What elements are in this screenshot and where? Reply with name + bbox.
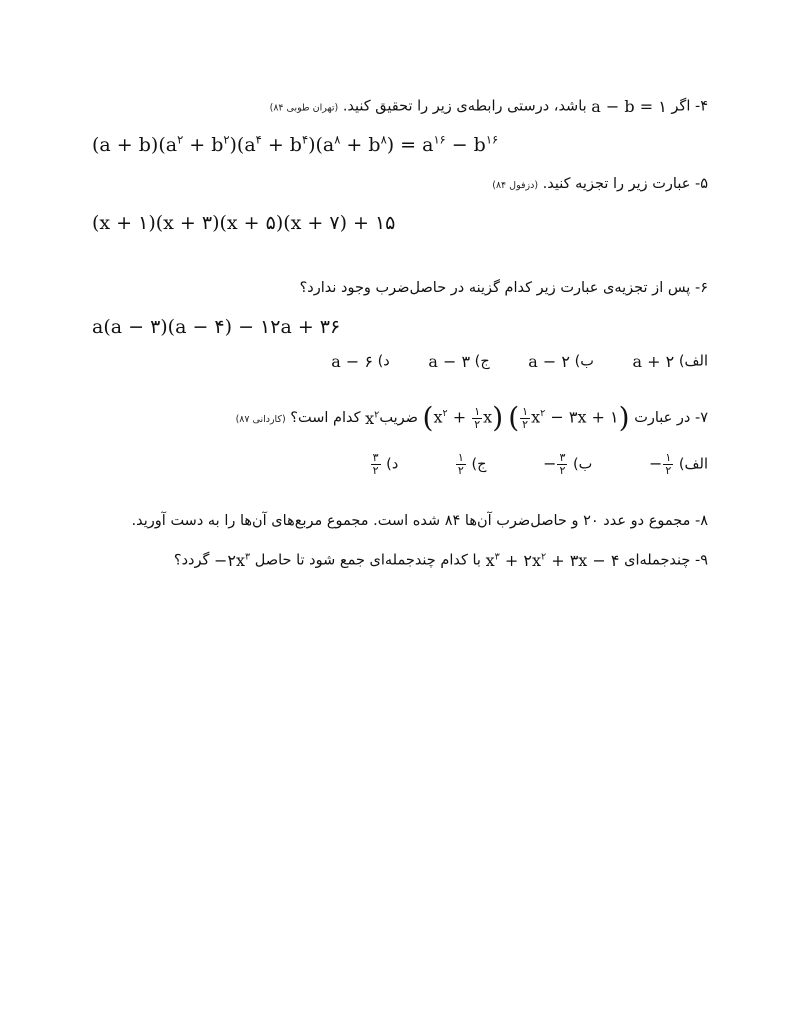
q4-factor-3: $(a^۴ + b^۴)$ xyxy=(236,132,316,156)
q9-line xyxy=(174,551,708,570)
q4-text: باشد، درستی رابطه‌ی زیر را تحقیق کنید. xyxy=(342,98,587,115)
q6-option-1: الف) a + ۲ xyxy=(632,352,708,371)
q7-line xyxy=(235,401,708,434)
q5-expression: (x + ۱)(x + ۳)(x + ۵)(x + ۷) + ۱۵ xyxy=(92,212,396,234)
q7-coefficient-term: $x^۲$ xyxy=(365,408,380,428)
q4-source: (تهران طوبی ۸۴) xyxy=(269,102,339,114)
q5-source: (دزفول ۸۴) xyxy=(492,180,539,191)
q7-option-3: ج) $\frac{۱}{۲}$ xyxy=(457,451,487,477)
q6-option-3: ج) a − ۳ xyxy=(428,352,490,371)
q4-line xyxy=(270,97,708,116)
q6-expression: a(a − ۳)(a − ۴) − ۱۲a + ۳۶ xyxy=(92,316,341,338)
q4-condition: a − b = ۱ xyxy=(591,97,667,116)
q7-option-1: الف) − $\frac{۱}{۲}$ xyxy=(648,451,708,477)
q5-text: ۵- عبارت زیر را تجزیه کنید. xyxy=(542,176,708,192)
q7-options xyxy=(370,452,708,477)
q7-source: (کاردانی ۸۷) xyxy=(235,414,286,425)
q6-option-2: ب) a − ۲ xyxy=(528,352,594,371)
q8-line: ۸- مجموع دو عدد ۲۰ و حاصل‌ضرب آن‌ها ۸۴ شده است. مجموع مربع‌های آن‌ها را به دست آورید. xyxy=(131,513,708,529)
q9-suffix: گردد؟ xyxy=(173,552,210,569)
q9-middle: با کدام چندجمله‌ای جمع شود تا حاصل xyxy=(254,552,481,569)
q4-rhs: = $a^{۱۶} - b^{۱۶}$ xyxy=(394,132,499,156)
q4-factor-1: (a + b) xyxy=(92,134,159,156)
q9-prefix: ۹- چندجمله‌ای xyxy=(624,552,708,569)
q6-line: ۶- پس از تجزیه‌ی عبارت زیر کدام گزینه در حاصل‌ضرب وجود ندارد؟ xyxy=(299,280,708,296)
q7-option-4: د) $\frac{۳}{۲}$ xyxy=(372,451,399,477)
q7-prefix: ۷- در عبارت xyxy=(634,410,708,426)
q7-suffix: کدام است؟ xyxy=(290,410,361,426)
q9-polynomial: $x^۳$ + $۲x^۲$ + ۳x − ۴ xyxy=(485,551,620,570)
q4-factor-2: $(a^۲ + b^۲)$ xyxy=(158,132,237,156)
q4-factor-4: $(a^۸ + b^۸)$ xyxy=(315,132,395,156)
q9-result: $-۲x^۳$ xyxy=(214,551,251,570)
q7-expression: ($x^۲$ + $\frac{۱}{۲}$ x) ( $\frac{۱}{۲}$ $x^۲$ − ۳x + ۱) xyxy=(422,401,630,434)
q4-equation xyxy=(92,134,498,156)
q5-line xyxy=(492,176,708,192)
q7-option-2: ب) − $\frac{۳}{۲}$ xyxy=(543,451,593,477)
q6-option-4: د) a − ۶ xyxy=(331,352,390,371)
q4-prefix: ۴- اگر xyxy=(671,98,708,115)
q7-middle: ضریب xyxy=(379,410,418,426)
q6-options xyxy=(331,352,708,371)
